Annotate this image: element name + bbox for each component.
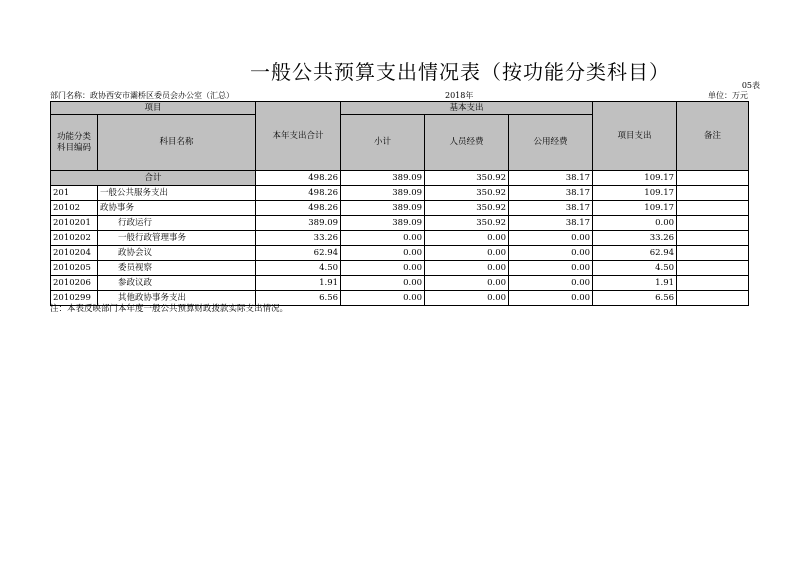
cell-project-exp: 33.26 bbox=[593, 231, 677, 246]
cell-public: 38.17 bbox=[509, 186, 593, 201]
header-code: 功能分类科目编码 bbox=[51, 115, 98, 171]
cell-personnel: 0.00 bbox=[425, 276, 509, 291]
cell-personnel: 350.92 bbox=[425, 201, 509, 216]
cell-total: 62.94 bbox=[256, 246, 341, 261]
cell-total: 33.26 bbox=[256, 231, 341, 246]
cell-remark bbox=[677, 261, 749, 276]
cell-personnel: 350.92 bbox=[425, 216, 509, 231]
cell-personnel: 0.00 bbox=[425, 261, 509, 276]
table-row bbox=[51, 261, 749, 276]
total-personnel: 350.92 bbox=[425, 171, 509, 186]
total-remark bbox=[677, 171, 749, 186]
table-row bbox=[51, 201, 749, 216]
report-year: 2018年 bbox=[445, 91, 474, 100]
cell-code: 201 bbox=[51, 186, 98, 201]
cell-public: 0.00 bbox=[509, 291, 593, 306]
cell-name: 其他政协事务支出 bbox=[98, 291, 256, 306]
cell-project-exp: 6.56 bbox=[593, 291, 677, 306]
cell-subtotal: 0.00 bbox=[341, 246, 425, 261]
cell-public: 0.00 bbox=[509, 276, 593, 291]
cell-name: 政协事务 bbox=[98, 201, 256, 216]
table-row bbox=[51, 246, 749, 261]
cell-name: 行政运行 bbox=[98, 216, 256, 231]
cell-name: 一般公共服务支出 bbox=[98, 186, 256, 201]
cell-public: 0.00 bbox=[509, 261, 593, 276]
header-total: 本年支出合计 bbox=[256, 102, 341, 171]
total-project-expense: 109.17 bbox=[593, 171, 677, 186]
cell-subtotal: 0.00 bbox=[341, 261, 425, 276]
meta-row bbox=[50, 91, 748, 101]
cell-total: 498.26 bbox=[256, 186, 341, 201]
header-public: 公用经费 bbox=[509, 115, 593, 171]
cell-total: 6.56 bbox=[256, 291, 341, 306]
cell-subtotal: 389.09 bbox=[341, 216, 425, 231]
cell-remark bbox=[677, 231, 749, 246]
page-title: 一般公共预算支出情况表（按功能分类科目） bbox=[250, 60, 670, 84]
cell-project-exp: 1.91 bbox=[593, 276, 677, 291]
header-subtotal: 小计 bbox=[341, 115, 425, 171]
cell-code: 2010204 bbox=[51, 246, 98, 261]
cell-name: 政协会议 bbox=[98, 246, 256, 261]
cell-total: 4.50 bbox=[256, 261, 341, 276]
cell-subtotal: 0.00 bbox=[341, 231, 425, 246]
cell-code: 20102 bbox=[51, 201, 98, 216]
total-subtotal: 389.09 bbox=[341, 171, 425, 186]
cell-subtotal: 389.09 bbox=[341, 186, 425, 201]
header-project: 项目 bbox=[51, 102, 256, 115]
footnote: 注：本表反映部门本年度一般公共预算财政拨款实际支出情况。 bbox=[50, 304, 289, 314]
cell-project-exp: 109.17 bbox=[593, 201, 677, 216]
table-row bbox=[51, 186, 749, 201]
header-personnel: 人员经费 bbox=[425, 115, 509, 171]
cell-remark bbox=[677, 276, 749, 291]
cell-remark bbox=[677, 291, 749, 306]
cell-code: 2010205 bbox=[51, 261, 98, 276]
cell-subtotal: 389.09 bbox=[341, 201, 425, 216]
cell-total: 498.26 bbox=[256, 201, 341, 216]
header-project-expense: 项目支出 bbox=[593, 102, 677, 171]
total-row bbox=[51, 171, 749, 186]
header-remark: 备注 bbox=[677, 102, 749, 171]
cell-code: 2010206 bbox=[51, 276, 98, 291]
cell-name: 一般行政管理事务 bbox=[98, 231, 256, 246]
cell-project-exp: 109.17 bbox=[593, 186, 677, 201]
form-number: 05表 bbox=[741, 81, 760, 90]
total-label: 合计 bbox=[51, 171, 256, 186]
table-row bbox=[51, 231, 749, 246]
unit-label: 单位：万元 bbox=[708, 91, 748, 100]
cell-code: 2010201 bbox=[51, 216, 98, 231]
cell-remark bbox=[677, 216, 749, 231]
cell-remark bbox=[677, 246, 749, 261]
cell-public: 0.00 bbox=[509, 231, 593, 246]
cell-public: 38.17 bbox=[509, 201, 593, 216]
expenditure-table bbox=[50, 101, 749, 306]
table-header bbox=[51, 102, 749, 171]
cell-personnel: 0.00 bbox=[425, 231, 509, 246]
total-public: 38.17 bbox=[509, 171, 593, 186]
cell-subtotal: 0.00 bbox=[341, 276, 425, 291]
cell-project-exp: 62.94 bbox=[593, 246, 677, 261]
cell-code: 2010202 bbox=[51, 231, 98, 246]
cell-personnel: 350.92 bbox=[425, 186, 509, 201]
header-name: 科目名称 bbox=[98, 115, 256, 171]
cell-project-exp: 0.00 bbox=[593, 216, 677, 231]
header-basic: 基本支出 bbox=[341, 102, 593, 115]
cell-code: 2010299 bbox=[51, 291, 98, 306]
total-total: 498.26 bbox=[256, 171, 341, 186]
cell-name: 委员视察 bbox=[98, 261, 256, 276]
cell-total: 1.91 bbox=[256, 276, 341, 291]
table-row bbox=[51, 216, 749, 231]
cell-name: 参政议政 bbox=[98, 276, 256, 291]
cell-public: 38.17 bbox=[509, 216, 593, 231]
cell-total: 389.09 bbox=[256, 216, 341, 231]
cell-public: 0.00 bbox=[509, 246, 593, 261]
table-body bbox=[51, 171, 749, 306]
cell-personnel: 0.00 bbox=[425, 246, 509, 261]
cell-project-exp: 4.50 bbox=[593, 261, 677, 276]
cell-personnel: 0.00 bbox=[425, 291, 509, 306]
table-row bbox=[51, 276, 749, 291]
cell-remark bbox=[677, 201, 749, 216]
cell-subtotal: 0.00 bbox=[341, 291, 425, 306]
cell-remark bbox=[677, 186, 749, 201]
department-name: 部门名称：政协西安市灞桥区委员会办公室（汇总） bbox=[50, 91, 234, 100]
